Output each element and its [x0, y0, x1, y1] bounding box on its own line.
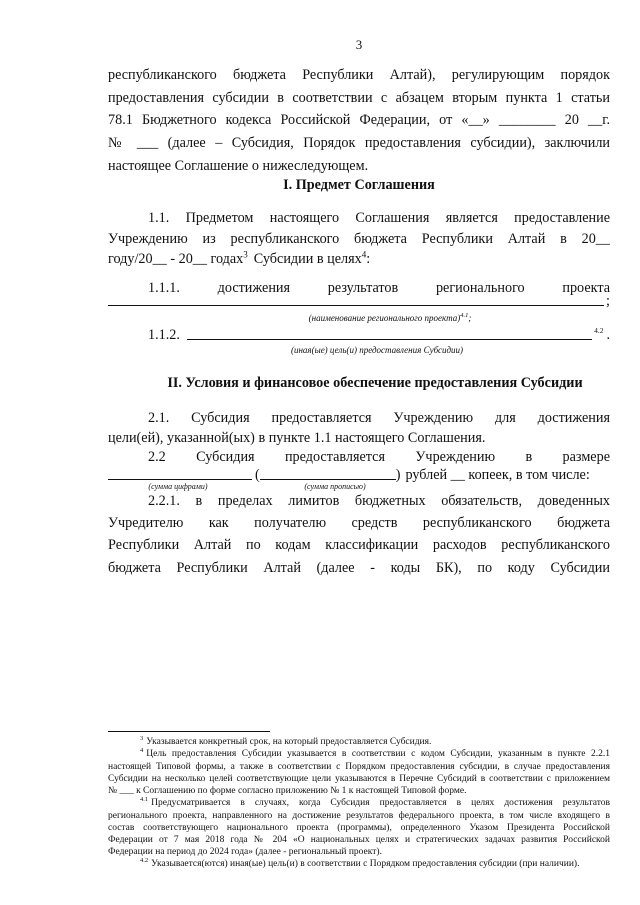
footnote-line: Субсидии на несколько целей соответствующие цели указываются в Перечне Субсидий в соответствии с приложением	[108, 774, 610, 784]
amount-digits-blank	[108, 465, 252, 480]
item-2-1-line: 2.1. Субсидия предоставляется Учреждению для достижения	[148, 410, 610, 426]
intro-line: предоставления субсидии в соответствии с абзацем вторым пункта 1 статьи	[108, 90, 610, 106]
footnote-line: настоящей Типовой формы, а также в соответствии с Порядком предоставления субсидии, в случае предоставления	[108, 762, 610, 772]
item-1-1-2-row	[148, 324, 610, 344]
item-1-1-2-number: 1.1.2.	[148, 327, 180, 343]
footnote-ref-3: 3	[243, 249, 248, 260]
blank-line-end: ;	[606, 293, 610, 309]
page-number: 3	[355, 37, 363, 52]
footnote-line: № ___ к Соглашению по форме согласно приложению № 1 к настоящей Типовой форме.	[108, 786, 467, 796]
intro-line: настоящее Соглашение о нижеследующем.	[108, 158, 369, 174]
amount-words-blank	[260, 465, 396, 480]
footnote-mark: 4.1	[140, 797, 149, 803]
footnote-line: Федерации от 7 мая 2018 года № 204 «О национальных целях и стратегических задачах развития Российской	[108, 835, 610, 845]
item-2-1-line: цели(ей), указанной(ых) в пункте 1.1 настоящего Соглашения.	[108, 430, 486, 446]
footnote-line: состав соответствующего национального проекта (программы), определенного Указом Президента Российской	[108, 823, 610, 833]
amount-digits-caption: (сумма цифрами)	[148, 482, 208, 491]
section-1-heading: I. Предмет Соглашения	[283, 177, 435, 193]
footnote-4	[140, 748, 610, 760]
footnote-3	[140, 736, 610, 748]
section-2-heading: II. Условия и финансовое обеспечение предоставления Субсидии	[167, 375, 583, 391]
footnote-mark: 4	[140, 748, 144, 754]
item-2-2-1-line: бюджета Республики Алтай (далее - коды БК), по коду Субсидии	[108, 560, 610, 576]
footnote-text: Цель предоставления Субсидии указывается в соответствии с кодом Субсидии, указанным в пункте 2.2.1	[146, 749, 610, 759]
item-1-1-2-caption: (иная(ые) цель(и) предоставления Субсидии)	[290, 345, 464, 355]
amount-open-paren: (	[255, 467, 260, 483]
intro-line: 78.1 Бюджетного кодекса Российской Федерации, от «__» ________ 20 __г.	[108, 112, 610, 128]
intro-line: республиканского бюджета Республики Алтай), регулирующим порядок	[108, 67, 610, 83]
footnote-ref-4: 4	[361, 249, 367, 260]
item-1-1-1-caption	[240, 312, 540, 324]
item-1-1-last-line	[108, 248, 610, 270]
item-1-1-text: году/20__ - 20__ годах	[108, 251, 244, 267]
footnote-4-1	[140, 797, 610, 809]
caption-text: (наименование регионального проекта)	[308, 313, 461, 323]
amount-words-caption: (сумма прописью)	[304, 482, 366, 491]
footnote-ref-4-1: 4.1	[460, 312, 469, 319]
item-2-2-1-line: 2.2.1. в пределах лимитов бюджетных обязательств, доведенных	[148, 493, 610, 509]
blank-line	[187, 325, 592, 340]
footnote-mark: 4.2	[140, 858, 149, 864]
item-1-1-1-line: 1.1.1. достижения результатов регионального проекта	[148, 280, 610, 296]
footnote-text: Указывается конкретный срок, на который предоставляется Субсидия.	[146, 737, 432, 747]
footnote-separator	[108, 731, 270, 732]
item-1-1-line: 1.1. Предметом настоящего Соглашения является предоставление	[148, 210, 610, 226]
caption-end: ;	[468, 313, 472, 323]
blank-line	[108, 291, 604, 306]
item-1-1-2-end: .	[606, 327, 610, 343]
item-2-2-1-line: Республики Алтай по кодам классификации расходов республиканского	[108, 537, 610, 553]
footnote-mark: 3	[140, 736, 144, 742]
footnote-text: Предусматривается в случаях, когда Субсидия предоставляется в целях достижения результатов	[151, 798, 610, 808]
footnote-ref-4-2: 4.2	[594, 326, 604, 335]
item-1-1-text: Субсидии в целях	[253, 251, 362, 267]
amount-close-paren: )	[395, 467, 401, 483]
item-1-1-1-blank-row	[108, 290, 610, 310]
footnote-line: Федерации на период до 2024 года» (далее - региональный проект).	[108, 847, 382, 857]
item-2-2-line: 2.2 Субсидия предоставляется Учреждению в размере	[148, 449, 610, 465]
footnote-line: регионального проекта, направленного на достижение результатов федерального проекта, в том числе входящего в	[108, 811, 610, 821]
item-1-1-line: Учреждению из республиканского бюджета Республики Алтай в 20__	[108, 231, 610, 247]
item-2-2-1-line: Учредителю как получателю средств республиканского бюджета	[108, 515, 610, 531]
footnote-text: Указывается(ются) иная(ые) цель(и) в соответствии с Порядком предоставления субсидии (при наличии).	[151, 859, 580, 869]
footnote-4-2	[140, 858, 610, 870]
amount-tail: рублей __ копеек, в том числе:	[405, 467, 590, 483]
item-1-1-text: :	[366, 251, 371, 267]
intro-line: № ___ (далее – Субсидия, Порядок предоставления субсидии), заключили	[108, 135, 610, 151]
